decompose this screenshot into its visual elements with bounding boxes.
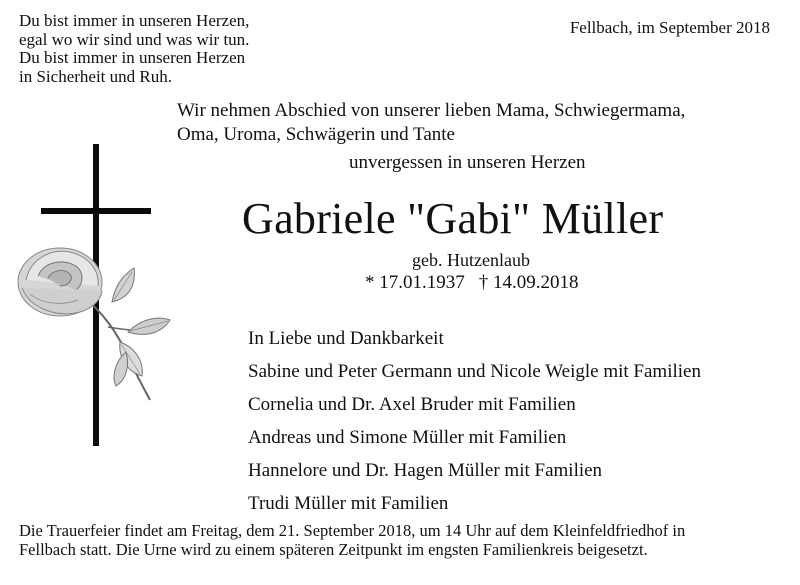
mourners-list xyxy=(248,322,701,520)
birth-date: * 17.01.1937 xyxy=(365,272,465,293)
mourner-line: Hannelore und Dr. Hagen Müller mit Familien xyxy=(248,460,603,481)
mourner-line: Trudi Müller mit Familien xyxy=(248,493,449,514)
unforgotten-line: unvergessen in unseren Herzen xyxy=(349,152,586,173)
place-date: Fellbach, im September 2018 xyxy=(569,18,770,37)
farewell-text xyxy=(177,99,685,147)
mourner-line: Cornelia und Dr. Axel Bruder mit Familien xyxy=(248,394,576,415)
poem xyxy=(19,12,249,86)
cross-icon-bar xyxy=(41,208,151,214)
life-dates xyxy=(365,272,579,294)
maiden-name: geb. Hutzenlaub xyxy=(412,250,530,270)
rose-icon xyxy=(8,232,178,402)
poem-line: egal wo wir sind und was wir tun. xyxy=(19,29,250,49)
service-line: Die Trauerfeier findet am Freitag, dem 21. September 2018, um 14 Uhr auf dem Kleinfeldfriedhof in xyxy=(19,521,686,540)
service-notice xyxy=(19,521,789,559)
poem-line: Du bist immer in unseren Herzen xyxy=(19,48,246,67)
service-line: Fellbach statt. Die Urne wird zu einem späteren Zeitpunkt im engsten Familienkreis beigesetzt. xyxy=(19,540,648,559)
mourner-line: In Liebe und Dankbarkeit xyxy=(248,328,444,349)
mourner-line: Andreas und Simone Müller mit Familien xyxy=(248,427,567,448)
death-date: † 14.09.2018 xyxy=(478,272,579,293)
farewell-line: Wir nehmen Abschied von unserer lieben Mama, Schwiegermama, xyxy=(177,100,686,121)
mourner-line: Sabine und Peter Germann und Nicole Weigle mit Familien xyxy=(248,361,701,382)
deceased-name: Gabriele "Gabi" Müller xyxy=(242,194,664,243)
farewell-line: Oma, Uroma, Schwägerin und Tante xyxy=(177,124,455,145)
poem-line: Du bist immer in unseren Herzen, xyxy=(19,11,250,30)
poem-line: in Sicherheit und Ruh. xyxy=(19,66,172,86)
